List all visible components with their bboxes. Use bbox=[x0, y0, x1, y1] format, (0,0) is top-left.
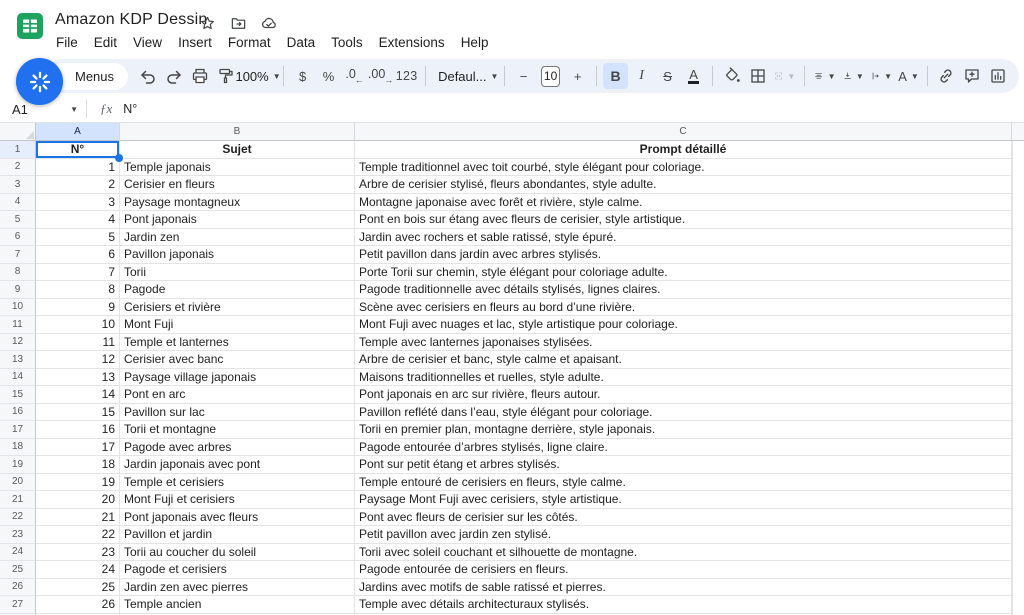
cell-n[interactable]: 2 bbox=[36, 176, 120, 194]
row-header[interactable]: 27 bbox=[0, 596, 36, 614]
table-row bbox=[0, 526, 1024, 544]
menu-item-insert[interactable]: Insert bbox=[178, 35, 212, 50]
cell-n[interactable]: 23 bbox=[36, 544, 120, 562]
cell-prompt[interactable]: Scène avec cerisiers en fleurs au bord d’une rivière. bbox=[355, 299, 1012, 317]
toolbar-divider bbox=[283, 66, 284, 86]
row-header[interactable]: 5 bbox=[0, 211, 36, 229]
redo-button[interactable] bbox=[161, 63, 186, 89]
toolbar-divider bbox=[504, 66, 505, 86]
cell-prompt[interactable]: Temple traditionnel avec toit courbé, style élégant pour coloriage. bbox=[355, 159, 1012, 177]
fill-color-button[interactable] bbox=[719, 63, 744, 89]
cell-n[interactable]: 7 bbox=[36, 264, 120, 282]
table-row bbox=[0, 439, 1024, 457]
cell-prompt[interactable]: Temple avec lanternes japonaises stylisées. bbox=[355, 334, 1012, 352]
table-row bbox=[0, 264, 1024, 282]
cell-reference: A1 bbox=[12, 101, 28, 117]
scrollbar-gutter-header bbox=[1012, 123, 1024, 141]
cloud-status-icon[interactable] bbox=[260, 14, 278, 32]
row-header[interactable]: 2 bbox=[0, 159, 36, 177]
row-header[interactable]: 14 bbox=[0, 369, 36, 387]
cell-prompt[interactable]: Paysage Mont Fuji avec cerisiers, style artistique. bbox=[355, 491, 1012, 509]
chevron-down-icon: ▼ bbox=[272, 71, 281, 81]
row-header[interactable]: 1 bbox=[0, 141, 36, 159]
table-row bbox=[0, 561, 1024, 579]
row-header[interactable]: 13 bbox=[0, 351, 36, 369]
cell-n[interactable]: 4 bbox=[36, 211, 120, 229]
table-row bbox=[0, 211, 1024, 229]
cell-sujet[interactable]: Paysage montagneux bbox=[120, 194, 355, 212]
menu-item-edit[interactable]: Edit bbox=[93, 35, 118, 50]
row-header[interactable]: 10 bbox=[0, 299, 36, 317]
top-bar bbox=[0, 0, 1024, 56]
row-header[interactable]: 9 bbox=[0, 281, 36, 299]
table-row bbox=[0, 281, 1024, 299]
cell-sujet[interactable]: Jardin japonais avec pont bbox=[120, 456, 355, 474]
italic-button[interactable]: I bbox=[639, 68, 644, 83]
table-row bbox=[0, 509, 1024, 527]
cell-n[interactable]: 22 bbox=[36, 526, 120, 544]
arrow-right-icon: → bbox=[384, 75, 394, 85]
cell-n[interactable]: 9 bbox=[36, 299, 120, 317]
table-row bbox=[0, 404, 1024, 422]
cell-sujet[interactable]: Torii et montagne bbox=[120, 421, 355, 439]
cell-n[interactable]: 18 bbox=[36, 456, 120, 474]
arrow-left-icon: ← bbox=[354, 75, 364, 85]
cell-sujet[interactable]: Cerisier avec banc bbox=[120, 351, 355, 369]
cell-prompt[interactable]: Temple avec détails architecturaux stylisés. bbox=[355, 596, 1012, 614]
select-all-corner[interactable] bbox=[0, 123, 36, 141]
menus-pill-label: Menus bbox=[75, 68, 115, 84]
cell-prompt[interactable]: Jardins avec motifs de sable ratissé et pierres. bbox=[355, 579, 1012, 597]
font-family-control[interactable] bbox=[432, 63, 498, 89]
table-row bbox=[0, 159, 1024, 177]
increase-decimal-button[interactable]: .00 → bbox=[367, 67, 394, 85]
cell-prompt[interactable]: Pavillon reflété dans l’eau, style élégant pour coloriage. bbox=[355, 404, 1012, 422]
cell-n[interactable]: 20 bbox=[36, 491, 120, 509]
cell-prompt[interactable]: Pont avec fleurs de cerisier sur les côtés. bbox=[355, 509, 1012, 527]
cell-prompt[interactable]: Petit pavillon avec jardin zen stylisé. bbox=[355, 526, 1012, 544]
cell-n[interactable]: 12 bbox=[36, 351, 120, 369]
cell-sujet[interactable]: Cerisier en fleurs bbox=[120, 176, 355, 194]
row-header[interactable]: 19 bbox=[0, 456, 36, 474]
sheets-logo-icon[interactable] bbox=[17, 13, 43, 39]
cell-n[interactable]: 8 bbox=[36, 281, 120, 299]
cell-sujet[interactable]: Torii au coucher du soleil bbox=[120, 544, 355, 562]
row-header[interactable]: 21 bbox=[0, 491, 36, 509]
table-row bbox=[0, 386, 1024, 404]
cell-n[interactable]: 3 bbox=[36, 194, 120, 212]
cell-sujet[interactable]: Temple ancien bbox=[120, 596, 355, 614]
table-row bbox=[0, 246, 1024, 264]
cell-n[interactable]: 1 bbox=[36, 159, 120, 177]
cell-b1[interactable]: Sujet bbox=[120, 141, 355, 159]
cell-sujet[interactable]: Pavillon sur lac bbox=[120, 404, 355, 422]
cell-n[interactable]: 13 bbox=[36, 369, 120, 387]
increase-font-size-button[interactable]: + bbox=[573, 68, 582, 84]
column-header-a[interactable]: A bbox=[36, 123, 120, 141]
table-row bbox=[0, 299, 1024, 317]
undo-button[interactable] bbox=[135, 63, 160, 89]
column-header-row bbox=[0, 123, 1024, 141]
menu-item-help[interactable]: Help bbox=[460, 35, 489, 50]
table-row bbox=[0, 491, 1024, 509]
insert-comment-button[interactable] bbox=[960, 63, 985, 89]
sunburst-icon bbox=[27, 69, 53, 95]
text-color-button[interactable]: A bbox=[689, 67, 698, 82]
cell-sujet[interactable]: Pagode bbox=[120, 281, 355, 299]
row-header[interactable]: 11 bbox=[0, 316, 36, 334]
format-percent-button[interactable]: % bbox=[322, 68, 335, 84]
cell-n[interactable]: 5 bbox=[36, 229, 120, 247]
row-header[interactable]: 17 bbox=[0, 421, 36, 439]
cell-prompt[interactable]: Pagode entourée d’arbres stylisés, ligne claire. bbox=[355, 439, 1012, 457]
chevron-down-icon: ▼ bbox=[787, 71, 796, 81]
cell-n[interactable]: 19 bbox=[36, 474, 120, 492]
toolbar-divider bbox=[804, 66, 805, 86]
cell-n[interactable]: 11 bbox=[36, 334, 120, 352]
row-header[interactable]: 8 bbox=[0, 264, 36, 282]
cell-prompt[interactable]: Montagne japonaise avec forêt et rivière, style calme. bbox=[355, 194, 1012, 212]
row-header[interactable]: 20 bbox=[0, 474, 36, 492]
selected-cell-a1[interactable]: N° bbox=[36, 141, 120, 159]
table-row bbox=[0, 351, 1024, 369]
cell-sujet[interactable]: Mont Fuji et cerisiers bbox=[120, 491, 355, 509]
data-rows bbox=[0, 159, 1024, 615]
fx-icon: ƒx bbox=[100, 101, 113, 116]
cell-sujet[interactable]: Pont japonais bbox=[120, 211, 355, 229]
chevron-down-icon: ▼ bbox=[855, 71, 864, 81]
cell-sujet[interactable]: Pavillon et jardin bbox=[120, 526, 355, 544]
cell-sujet[interactable]: Temple et cerisiers bbox=[120, 474, 355, 492]
font-size-input[interactable]: 10 bbox=[541, 66, 560, 87]
menu-item-format[interactable]: Format bbox=[227, 35, 271, 50]
row-header[interactable]: 23 bbox=[0, 526, 36, 544]
table-row bbox=[0, 456, 1024, 474]
cell-sujet[interactable]: Temple japonais bbox=[120, 159, 355, 177]
row-header[interactable]: 7 bbox=[0, 246, 36, 264]
table-row bbox=[0, 579, 1024, 597]
cell-prompt[interactable]: Arbre de cerisier et banc, style calme et apaisant. bbox=[355, 351, 1012, 369]
cell-prompt[interactable]: Mont Fuji avec nuages et lac, style artistique pour coloriage. bbox=[355, 316, 1012, 334]
format-currency-button[interactable]: $ bbox=[298, 68, 307, 84]
row-header[interactable]: 16 bbox=[0, 404, 36, 422]
decrease-font-size-button[interactable]: − bbox=[519, 68, 528, 84]
toolbar-divider bbox=[596, 66, 597, 86]
menu-item-view[interactable]: View bbox=[133, 35, 163, 50]
cell-n[interactable]: 21 bbox=[36, 509, 120, 527]
cell-sujet[interactable]: Cerisiers et rivière bbox=[120, 299, 355, 317]
zoom-control[interactable] bbox=[235, 63, 281, 89]
cell-n[interactable]: 25 bbox=[36, 579, 120, 597]
paint-format-button[interactable] bbox=[213, 63, 238, 89]
cell-prompt[interactable]: Pont japonais en arc sur rivière, fleurs autour. bbox=[355, 386, 1012, 404]
move-folder-icon[interactable] bbox=[229, 14, 247, 32]
formula-bar-divider bbox=[86, 100, 87, 118]
menu-item-data[interactable]: Data bbox=[286, 35, 316, 50]
row-header[interactable]: 6 bbox=[0, 229, 36, 247]
cell-n[interactable]: 6 bbox=[36, 246, 120, 264]
row-header[interactable]: 3 bbox=[0, 176, 36, 194]
toolbar-divider bbox=[425, 66, 426, 86]
cell-prompt[interactable]: Pagode entourée de cerisiers en fleurs. bbox=[355, 561, 1012, 579]
cell-prompt[interactable]: Jardin avec rochers et sable ratissé, style épuré. bbox=[355, 229, 1012, 247]
fill-handle[interactable] bbox=[115, 154, 123, 162]
menu-bar bbox=[48, 32, 496, 53]
row-header[interactable]: 4 bbox=[0, 194, 36, 212]
zoom-value: 100% bbox=[235, 68, 269, 84]
column-header-b[interactable]: B bbox=[120, 123, 355, 141]
cell-prompt[interactable]: Pont en bois sur étang avec fleurs de cerisier, style artistique. bbox=[355, 211, 1012, 229]
cell-n[interactable]: 10 bbox=[36, 316, 120, 334]
bold-button[interactable]: B bbox=[603, 63, 628, 89]
cell-sujet[interactable]: Jardin zen bbox=[120, 229, 355, 247]
cell-sujet[interactable]: Pont japonais avec fleurs bbox=[120, 509, 355, 527]
row-header[interactable]: 24 bbox=[0, 544, 36, 562]
text-rotation-button[interactable]: A ▼ bbox=[898, 68, 919, 84]
cell-sujet[interactable]: Pagode et cerisiers bbox=[120, 561, 355, 579]
title-actions bbox=[198, 14, 278, 32]
column-header-c[interactable]: C bbox=[355, 123, 1012, 141]
cell-n[interactable]: 14 bbox=[36, 386, 120, 404]
toolbar bbox=[45, 59, 1019, 93]
table-row bbox=[0, 369, 1024, 387]
strikethrough-button[interactable]: S bbox=[663, 68, 672, 84]
decrease-decimal-button[interactable]: .0 ← bbox=[345, 67, 364, 85]
cell-prompt[interactable]: Petit pavillon dans jardin avec arbres stylisés. bbox=[355, 246, 1012, 264]
cell-prompt[interactable]: Arbre de cerisier stylisé, fleurs abondantes, style adulte. bbox=[355, 176, 1012, 194]
row-header[interactable]: 12 bbox=[0, 334, 36, 352]
table-row bbox=[0, 596, 1024, 614]
cell-prompt[interactable]: Torii en premier plan, montagne derrière, style japonais. bbox=[355, 421, 1012, 439]
insert-chart-button[interactable] bbox=[986, 63, 1011, 89]
menu-item-tools[interactable]: Tools bbox=[331, 35, 363, 50]
table-row bbox=[0, 544, 1024, 562]
insert-link-button[interactable] bbox=[934, 63, 959, 89]
toolbar-divider bbox=[712, 66, 713, 86]
recording-overlay-button[interactable] bbox=[16, 58, 63, 105]
formula-input[interactable]: N° bbox=[123, 102, 138, 116]
cell-sujet[interactable]: Pagode avec arbres bbox=[120, 439, 355, 457]
formula-bar bbox=[0, 96, 1024, 123]
cell-sujet[interactable]: Pont en arc bbox=[120, 386, 355, 404]
cell-sujet[interactable]: Torii bbox=[120, 264, 355, 282]
row-header[interactable]: 25 bbox=[0, 561, 36, 579]
merge-cells-button[interactable] bbox=[771, 63, 798, 89]
cell-n[interactable]: 16 bbox=[36, 421, 120, 439]
table-row bbox=[0, 316, 1024, 334]
cell-prompt[interactable]: Temple entouré de cerisiers en fleurs, style calme. bbox=[355, 474, 1012, 492]
chevron-down-icon: ▼ bbox=[827, 71, 836, 81]
table-row bbox=[0, 229, 1024, 247]
vertical-align-button[interactable] bbox=[840, 63, 867, 89]
text-wrapping-button[interactable] bbox=[868, 63, 895, 89]
table-row bbox=[0, 421, 1024, 439]
cell-sujet[interactable]: Paysage village japonais bbox=[120, 369, 355, 387]
borders-button[interactable] bbox=[745, 63, 770, 89]
cell-prompt[interactable]: Porte Torii sur chemin, style élégant pour coloriage adulte. bbox=[355, 264, 1012, 282]
cell-prompt[interactable]: Pagode traditionnelle avec détails stylisés, lignes claires. bbox=[355, 281, 1012, 299]
chevron-down-icon: ▼ bbox=[910, 71, 919, 81]
table-row bbox=[0, 474, 1024, 492]
cell-c1[interactable]: Prompt détaillé bbox=[355, 141, 1012, 159]
cell-prompt[interactable]: Maisons traditionnelles et ruelles, style adulte. bbox=[355, 369, 1012, 387]
more-formats-button[interactable]: 123 bbox=[395, 69, 418, 83]
menu-item-extensions[interactable]: Extensions bbox=[378, 35, 445, 50]
spreadsheet-grid bbox=[0, 123, 1024, 615]
document-title[interactable]: Amazon KDP Dessin bbox=[55, 11, 208, 28]
row-header[interactable]: 18 bbox=[0, 439, 36, 457]
cell-n[interactable]: 15 bbox=[36, 404, 120, 422]
table-row bbox=[0, 176, 1024, 194]
cell-sujet[interactable]: Mont Fuji bbox=[120, 316, 355, 334]
row-header[interactable]: 15 bbox=[0, 386, 36, 404]
cell-n[interactable]: 17 bbox=[36, 439, 120, 457]
table-row bbox=[0, 141, 1024, 159]
chevron-down-icon: ▼ bbox=[884, 71, 892, 81]
font-family-value: Defaul... bbox=[438, 68, 487, 84]
table-row bbox=[0, 334, 1024, 352]
print-button[interactable] bbox=[187, 63, 212, 89]
cell-prompt[interactable]: Pont sur petit étang et arbres stylisés. bbox=[355, 456, 1012, 474]
cell-n[interactable]: 26 bbox=[36, 596, 120, 614]
cell-sujet[interactable]: Temple et lanternes bbox=[120, 334, 355, 352]
cell-sujet[interactable]: Jardin zen avec pierres bbox=[120, 579, 355, 597]
cell-prompt[interactable]: Torii avec soleil couchant et silhouette de montagne. bbox=[355, 544, 1012, 562]
menu-item-file[interactable]: File bbox=[56, 35, 78, 50]
row-header[interactable]: 26 bbox=[0, 579, 36, 597]
chevron-down-icon: ▼ bbox=[490, 71, 499, 81]
star-icon[interactable] bbox=[198, 14, 216, 32]
vertical-scrollbar[interactable] bbox=[1012, 141, 1024, 615]
row-header[interactable]: 22 bbox=[0, 509, 36, 527]
table-row bbox=[0, 194, 1024, 212]
toolbar-divider bbox=[927, 66, 928, 86]
horizontal-align-button[interactable] bbox=[811, 63, 838, 89]
cell-n[interactable]: 24 bbox=[36, 561, 120, 579]
chevron-down-icon: ▼ bbox=[70, 104, 78, 114]
cell-sujet[interactable]: Pavillon japonais bbox=[120, 246, 355, 264]
